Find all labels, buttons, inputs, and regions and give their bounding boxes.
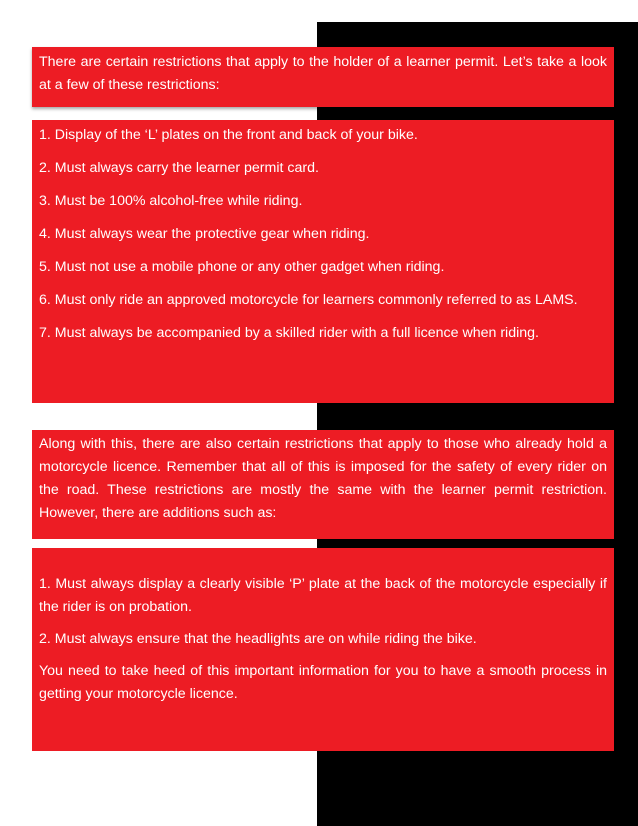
learner-restrictions-box: [32, 120, 614, 403]
list-item: 1. Must always display a clearly visible ‘P’ plate at the back of the motorcycle especially if the rider is on probation.: [39, 576, 607, 615]
licence-intro-box: [32, 430, 614, 539]
licence-restrictions-box: [32, 548, 614, 751]
list-item: 3. Must be 100% alcohol-free while riding.: [39, 193, 303, 209]
intro-text: There are certain restrictions that apply to the holder of a learner permit. Let’s take a look at a few of these restrictions:: [39, 54, 607, 93]
list-item: 4. Must always wear the protective gear when riding.: [39, 226, 370, 242]
closing-text: You need to take heed of this important information for you to have a smooth process in getting your motorcycle licence.: [39, 663, 607, 702]
list-item: 2. Must always carry the learner permit card.: [39, 160, 319, 176]
list-item: 6. Must only ride an approved motorcycle for learners commonly referred to as LAMS.: [39, 292, 578, 308]
list-item: 5. Must not use a mobile phone or any other gadget when riding.: [39, 259, 445, 275]
licence-intro-text: Along with this, there are also certain restrictions that apply to those who already hold a motorcycle licence. Remember that all of this is imposed for the safety of every rider on the road. These restrictions are mostly the same with the learner permit restriction. However, there are additions such as:: [39, 436, 607, 521]
list-item: 7. Must always be accompanied by a skilled rider with a full licence when riding.: [39, 325, 539, 341]
list-item: 2. Must always ensure that the headlights are on while riding the bike.: [39, 631, 477, 647]
intro-box: [32, 47, 614, 107]
list-item: 1. Display of the ‘L’ plates on the front and back of your bike.: [39, 127, 418, 143]
